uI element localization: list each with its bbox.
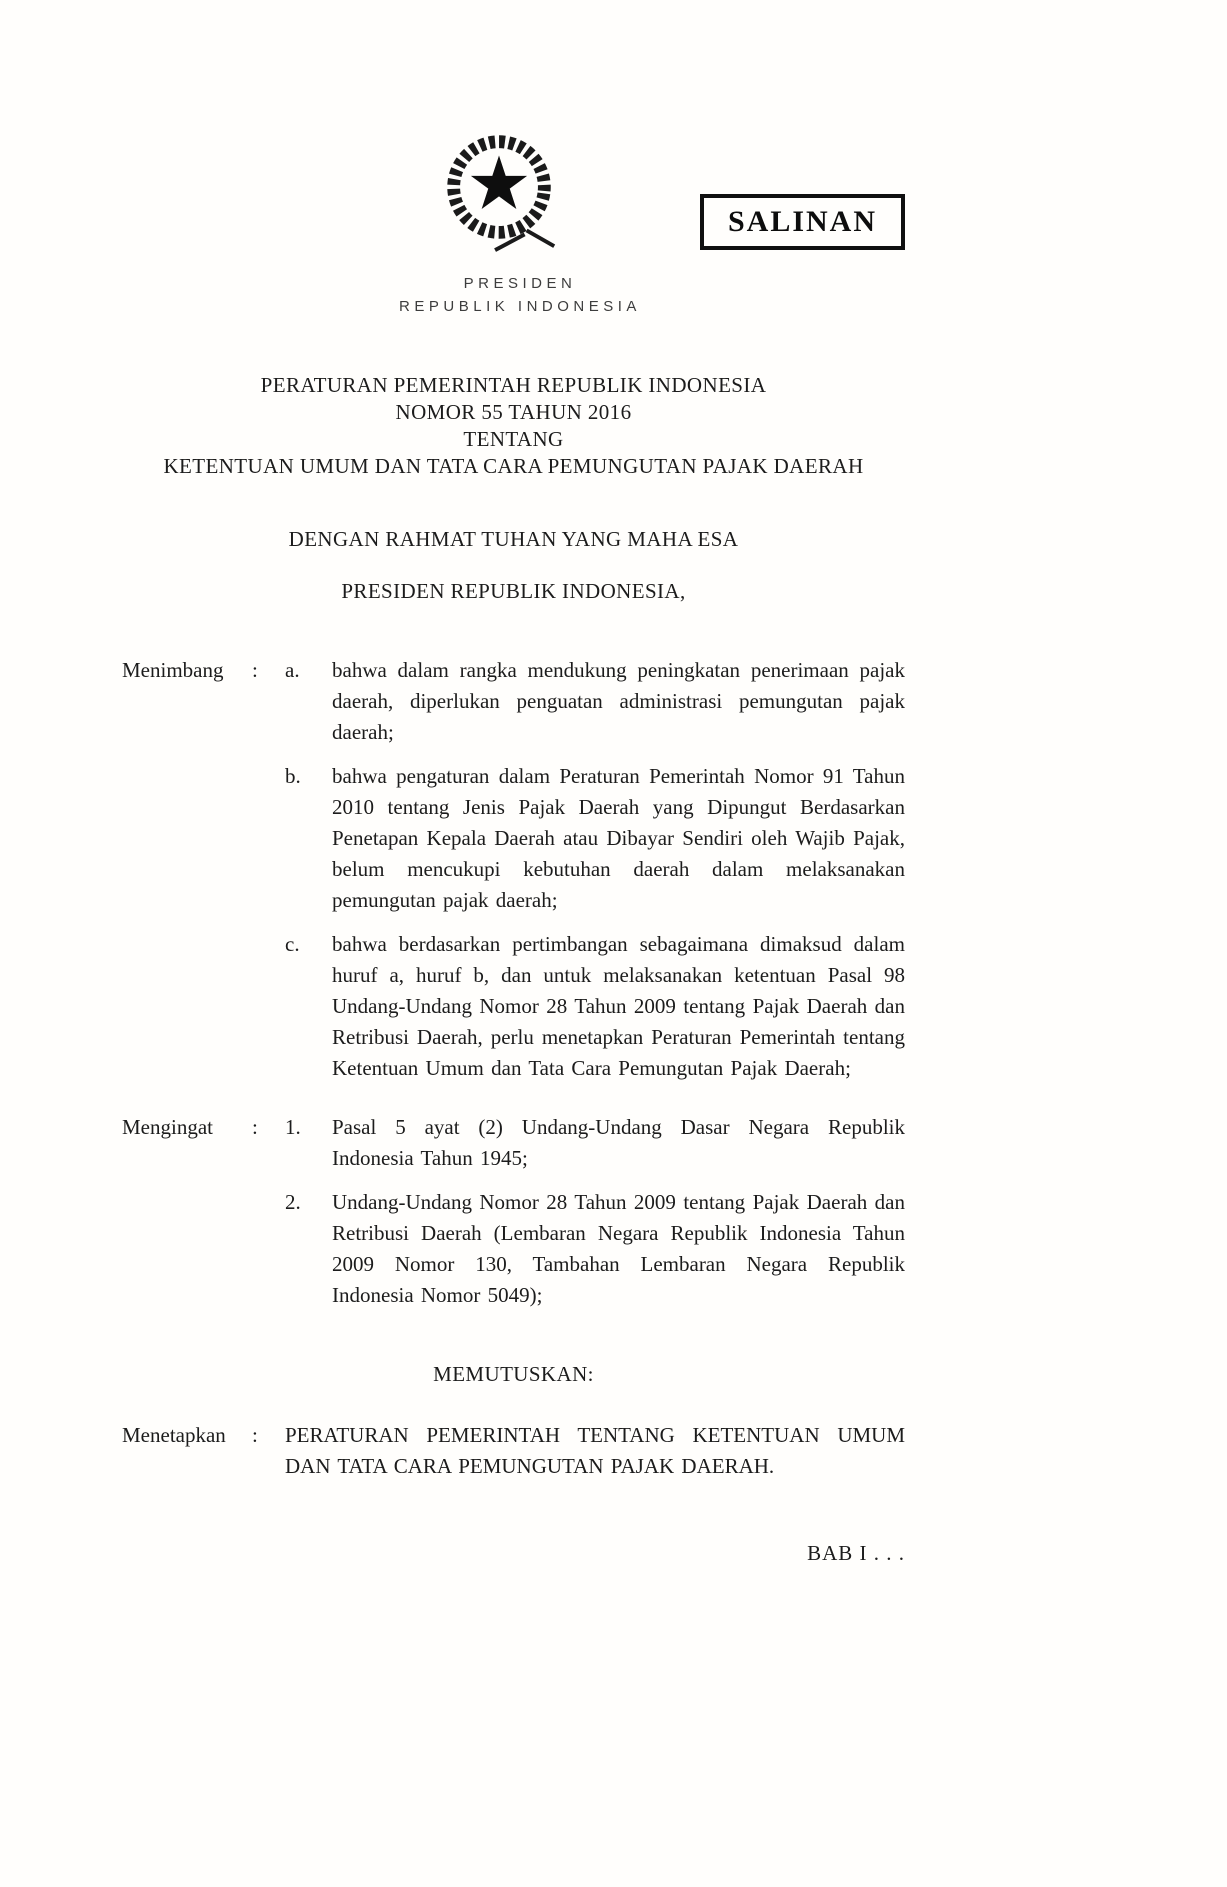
salinan-stamp	[700, 194, 905, 250]
catchword-bab-i: BAB I . . .	[807, 1541, 905, 1565]
item-marker: 1.	[285, 1115, 301, 1139]
item-marker: 2.	[285, 1190, 301, 1214]
title-line-1: PERATURAN PEMERINTAH REPUBLIK INDONESIA	[260, 373, 767, 397]
menimbang-label: Menimbang	[122, 658, 224, 682]
letterhead-presiden: PRESIDEN	[463, 275, 577, 292]
title-line-4: KETENTUAN UMUM DAN TATA CARA PEMUNGUTAN PAJAK DAERAH	[163, 454, 864, 478]
section-mengingat	[122, 1112, 905, 1311]
mengingat-item-1	[122, 1112, 905, 1174]
item-marker: c.	[285, 932, 300, 956]
letterhead-republik-indonesia: REPUBLIK INDONESIA	[399, 298, 641, 315]
menimbang-item-a	[122, 655, 905, 748]
menetapkan-text: PERATURAN PEMERINTAH TENTANG KETENTUAN UMUM DAN TATA CARA PEMUNGUTAN PAJAK DAERAH.	[285, 1423, 905, 1478]
menimbang-item-c	[122, 929, 905, 1084]
section-menimbang	[122, 655, 905, 1084]
title-line-2: NOMOR 55 TAHUN 2016	[395, 400, 632, 424]
memutuskan-heading: MEMUTUSKAN:	[433, 1362, 594, 1386]
mengingat-label: Mengingat	[122, 1115, 213, 1139]
item-marker: b.	[285, 764, 301, 788]
star-wreath-icon	[430, 120, 568, 262]
menimbang-colon: :	[252, 658, 258, 682]
document-title	[122, 372, 905, 480]
preamble-presiden: PRESIDEN REPUBLIK INDONESIA,	[341, 579, 686, 603]
item-text: bahwa dalam rangka mendukung peningkatan penerimaan pajak daerah, diperlukan penguatan administrasi pemungutan pajak daerah;	[332, 658, 905, 744]
document-body	[122, 372, 905, 1569]
mengingat-item-2	[122, 1187, 905, 1311]
menetapkan-colon: :	[252, 1423, 258, 1447]
item-text: bahwa berdasarkan pertimbangan sebagaimana dimaksud dalam huruf a, huruf b, dan untuk melaksanakan ketentuan Pasal 98 Undang-Undang Nomor 28 Tahun 2009 tentang Pajak Daerah dan Retribusi Daerah, perlu menetapkan Peraturan Pemerintah tentang Ketentuan Umum dan Tata Cara Pemungutan Pajak Daerah;	[332, 932, 905, 1080]
presidential-emblem-icon	[430, 120, 568, 262]
item-text: bahwa pengaturan dalam Peraturan Pemerintah Nomor 91 Tahun 2010 tentang Jenis Pajak Daerah yang Dipungut Berdasarkan Penetapan Kepala Daerah atau Dibayar Sendiri oleh Wajib Pajak, belum mencukupi kebutuhan daerah dalam melaksanakan pemungutan pajak daerah;	[332, 764, 905, 912]
item-marker: a.	[285, 658, 300, 682]
section-menetapkan	[122, 1420, 905, 1482]
title-line-3: TENTANG	[463, 427, 564, 451]
mengingat-colon: :	[252, 1115, 258, 1139]
menimbang-item-b	[122, 761, 905, 916]
item-text: Undang-Undang Nomor 28 Tahun 2009 tentang Pajak Daerah dan Retribusi Daerah (Lembaran Negara Republik Indonesia Tahun 2009 Nomor 130, Tambahan Lembaran Negara Republik Indonesia Nomor 5049);	[332, 1190, 905, 1307]
preamble-rahmat: DENGAN RAHMAT TUHAN YANG MAHA ESA	[288, 527, 739, 551]
menetapkan-label: Menetapkan	[122, 1423, 226, 1447]
letterhead	[330, 272, 710, 318]
salinan-stamp-text: SALINAN	[727, 205, 878, 238]
item-text: Pasal 5 ayat (2) Undang-Undang Dasar Negara Republik Indonesia Tahun 1945;	[332, 1115, 905, 1170]
menetapkan-row	[122, 1420, 905, 1482]
